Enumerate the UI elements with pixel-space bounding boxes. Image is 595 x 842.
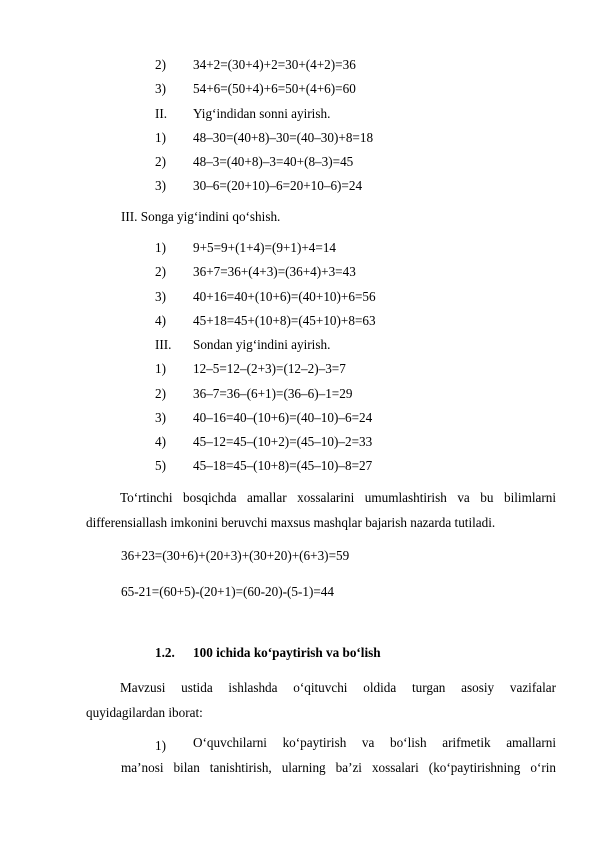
heading-title: 100 ichida ko‘paytirish va bo‘lish — [193, 645, 381, 660]
list-item-text: 9+5=9+(1+4)=(9+1)+4=14 — [193, 240, 337, 255]
list-item-text: 54+6=(50+4)+6=50+(4+6)=60 — [193, 81, 356, 96]
list-item-number: 2) — [155, 154, 166, 169]
list-item-number: 1) — [155, 240, 166, 255]
list-item-text: 45–12=45–(10+2)=(45–10)–2=33 — [193, 434, 373, 449]
list-item-text: 34+2=(30+4)+2=30+(4+2)=36 — [193, 57, 356, 72]
list-item-number: II. — [155, 106, 168, 121]
list-item-number: 3) — [155, 81, 166, 96]
paragraph-line: differensiallash imkonini beruvchi maxsus mashqlar bajarish nazarda tutiladi. — [86, 515, 496, 530]
list-item-text: 40–16=40–(10+6)=(40–10)–6=24 — [193, 410, 373, 425]
list-item-text: Sondan yig‘indini ayirish. — [193, 337, 331, 352]
list-item-number: 3) — [155, 410, 166, 425]
list-item-number: 3) — [155, 178, 166, 193]
list-item-text: 12–5=12–(2+3)=(12–2)–3=7 — [193, 361, 346, 376]
list-item-text — [121, 755, 556, 780]
list-item-text: 48–30=(40+8)–30=(40–30)+8=18 — [193, 130, 374, 145]
body-paragraph — [86, 485, 556, 535]
paragraph-line: Mavzusi ustida ishlashda o‘qituvchi oldida turgan asosiy vazifalar — [120, 680, 556, 695]
paragraph-line: ma’nosi bilan tanishtirish, ularning ba’zi xossalari (ko‘paytirishning o‘rin — [121, 760, 556, 775]
list-item-number: 1) — [155, 738, 166, 753]
list-item-number: 4) — [155, 434, 166, 449]
example-expression: 65-21=(60+5)-(20+1)=(60-20)-(5-1)=44 — [121, 584, 334, 599]
list-item-text: 30–6=(20+10)–6=20+10–6)=24 — [193, 178, 363, 193]
list-item-text: 40+16=40+(10+6)=(40+10)+6=56 — [193, 289, 376, 304]
example-expression: 36+23=(30+6)+(20+3)+(30+20)+(6+3)=59 — [121, 548, 350, 563]
list-item-text: 48–3=(40+8)–3=40+(8–3)=45 — [193, 154, 354, 169]
list-item-text: 36+7=36+(4+3)=(36+4)+3=43 — [193, 264, 356, 279]
list-item-number: 1) — [155, 130, 166, 145]
list-item-number: 2) — [155, 57, 166, 72]
paragraph-line: quyidagilardan iborat: — [86, 705, 203, 720]
paragraph-line: O‘quvchilarni ko‘paytirish va bo‘lish arifmetik amallarni — [193, 735, 556, 750]
list-item-number: 3) — [155, 289, 166, 304]
section-title: III. Songa yig‘indini qo‘shish. — [121, 209, 281, 224]
body-paragraph — [86, 675, 556, 725]
list-item-text: 36–7=36–(6+1)=(36–6)–1=29 — [193, 386, 353, 401]
list-item-number: 2) — [155, 386, 166, 401]
list-item-number: III. — [155, 337, 172, 352]
list-item-text: 45+18=45+(10+8)=(45+10)+8=63 — [193, 313, 376, 328]
paragraph-line: To‘rtinchi bosqichda amallar xossalarini umumlashtirish va bu bilimlarni — [120, 490, 556, 505]
list-item-number: 2) — [155, 264, 166, 279]
list-item-text: 45–18=45–(10+8)=(45–10)–8=27 — [193, 458, 373, 473]
heading-number: 1.2. — [155, 645, 175, 660]
list-item-number: 5) — [155, 458, 166, 473]
list-item-text: Yig‘indidan sonni ayirish. — [193, 106, 331, 121]
list-item-number: 1) — [155, 361, 166, 376]
list-item-number: 4) — [155, 313, 166, 328]
list-item-text — [193, 730, 556, 755]
